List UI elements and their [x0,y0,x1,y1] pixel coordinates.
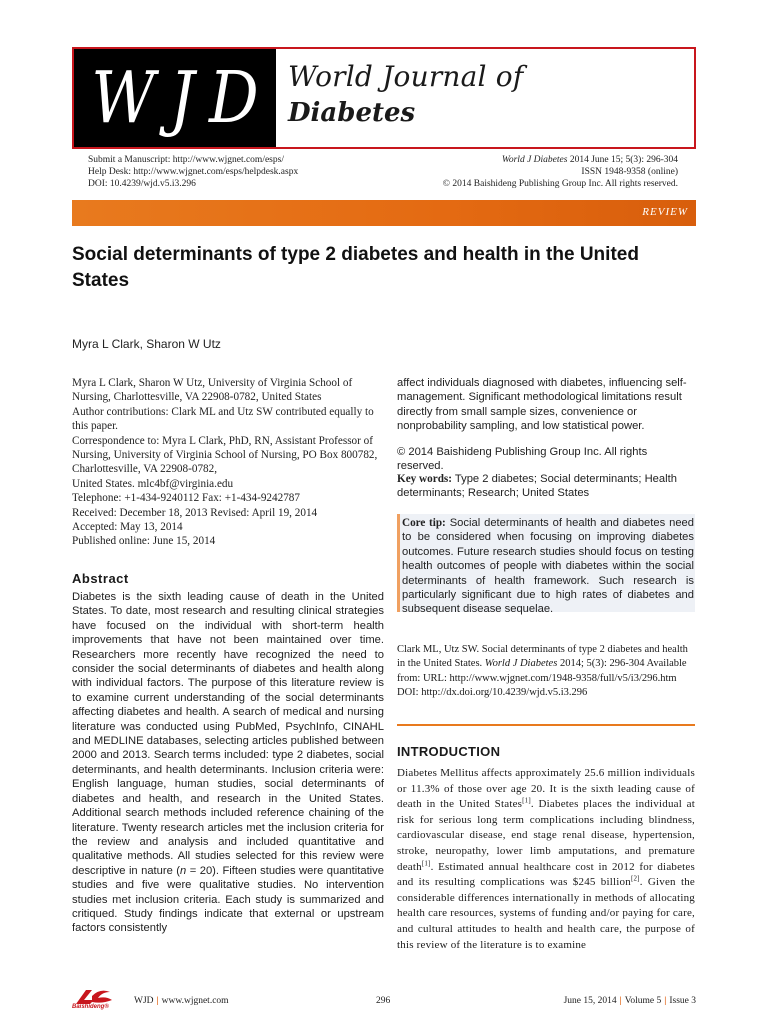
affiliation-line: Myra L Clark, Sharon W Utz, University of Virginia School of Nursing, Charlottesville, VA 22908-0782, United States [72,377,353,404]
introduction-body [397,766,695,953]
journal-name-line2: Diabetes [288,98,416,128]
submit-link[interactable]: Submit a Manuscript: http://www.wjgnet.com/esps/ [88,155,284,165]
doi-text: DOI: 10.4239/wjd.v5.i3.296 [88,179,196,189]
abstract-continuation: affect individuals diagnosed with diabetes, influencing self-management. Significant methodological limitations result directly from small sample sizes, convenience or nonprobability sampling, and low statistical power. [397,377,687,433]
abstract-text-part1: Diabetes is the sixth leading cause of death in the United States. To date, most research and resulting clinical strategies have focused on the individual with short-term health improvements that have not been maintained over time. Researchers more recently have recognized the need to consider the social determinants of diabetes and health along with individual factors. The purpose of this literature review is to examine current understanding of the social determinants affecting diabetes and health. A search of medical and nursing literature was conducted using PubMed, PsychInfo, CINAHL and MEDLINE databases, selecting articles published between 2000 and 2013. Search terms included: type 2 diabetes, social determinants, and health determinants. Inclusion criteria were: English language, human studies, social determinants of diabetes and health, and research in the United States. Additional search methods included reference chaining of the literature. Twenty research articles met the inclusion criteria for the review and analysis and included quantitative and qualitative methods. All studies selected for this review were descriptive in nature ( [72,591,384,877]
keywords-text: Type 2 diabetes; Social determinants; Health determinants; Research; United States [397,473,677,500]
received-revised: Received: December 18, 2013 Revised: April 19, 2014 [72,506,318,519]
accepted-date: Accepted: May 13, 2014 [72,521,183,534]
submission-info [88,154,298,190]
divider [397,724,695,726]
author-contributions: Author contributions: Clark ML and Utz SW contributed equally to this paper. [72,405,374,433]
separator: | [156,996,159,1006]
reference-link[interactable]: [2] [630,874,640,883]
journal-ref-name: World J Diabetes [501,155,568,165]
journal-logo [74,49,276,147]
helpdesk-link[interactable]: Help Desk: http://www.wjgnet.com/esps/helpdesk.aspx [88,167,299,177]
introduction-heading: INTRODUCTION [397,744,501,759]
journal-reference [443,154,678,190]
footer-journal [134,996,229,1006]
core-tip-text: Social determinants of health and diabetes need to be considered when focusing on improving diabetes outcomes. Future research studies should focus on testing health outcomes of people with diabetes within the social determinants of health framework. Such research is particularly significant due to high rates of diabetes and subsequent disease sequelae. [402,517,694,616]
citation-journal: World J Diabetes [484,658,558,670]
logo-letter-d: D [209,55,259,140]
keywords [397,472,695,501]
abstract-heading: Abstract [72,571,129,586]
correspondence-email[interactable]: United States. mlc4bf@virginia.edu [72,477,234,490]
article-title: Social determinants of type 2 diabetes and health in the United States [72,244,639,291]
logo-letter-j: J [169,55,195,140]
abstract-n-symbol: n [180,864,187,877]
logo-letter-w: W [91,55,156,140]
affiliation-block [72,376,384,549]
footer-url[interactable]: www.wjgnet.com [161,996,229,1006]
published-date: Published online: June 15, 2014 [72,535,216,548]
separator: | [619,996,622,1006]
section-banner [72,200,696,226]
separator: | [664,996,667,1006]
core-tip-label: Core tip: [402,517,446,529]
footer-issue: Issue 3 [669,996,696,1006]
journal-ref-details: 2014 June 15; 5(3): 296-304 [567,155,678,165]
intro-text-4: . Given the considerable differences internationally in methods of allocating health care resources, systems of funding and/or paying for care, and cultural attitudes to health and health care, the purpose of this review of the literature is to examine [397,876,695,951]
citation-text-2[interactable]: 2014; 5(3): 296-304 Available from: URL: http://www.wjgnet.com/1948-9358/full/v5/i3/296.htm DOI: http://dx.doi.org/10.4239/wjd.v5.i3.296 [397,658,687,699]
how-to-cite [397,643,695,701]
intro-text-2: . Diabetes places the individual at risk for serious long term complications including blindness, cardiovascular disease, end stage renal disease, hypertension, stroke, neuropathy, lower limb amputations, and premature death [397,798,695,873]
journal-citation-line [443,154,678,166]
correspondence: Correspondence to: Myra L Clark, PhD, RN, Assistant Professor of Nursing, University of Virginia School of Nursing, PO Box 800782, Charlottesville, VA 22908-0782, [72,434,378,476]
citation-text-1: Clark ML, Utz SW. Social determinants of type 2 diabetes and health in the United States. [397,644,688,670]
abstract-text-part2: = 20). Fifteen studies were quantitative studies and five were qualitative studies. No intervention studies met inclusion criteria. Each study is summarized and critiqued. Study findings indicate that external or upstream factors consistently [72,864,384,935]
telephone-fax: Telephone: +1-434-9240112 Fax: +1-434-9242787 [72,492,300,505]
issn-text: ISSN 1948-9358 (online) [581,167,678,177]
reference-link[interactable]: [1] [522,796,531,805]
copyright-notice: © 2014 Baishideng Publishing Group Inc. All rights reserved. [442,179,678,189]
footer-date: June 15, 2014 [563,996,617,1006]
page-number: 296 [376,996,391,1006]
intro-text-3: . Estimated annual healthcare cost in 2012 for diabetes and its resulting complications was $245 billion [397,860,695,889]
footer-journal-abbr: WJD [134,996,154,1006]
core-tip [402,516,694,617]
journal-name-line1: World Journal of [288,60,524,93]
footer-issue-info [564,996,696,1006]
footer-volume: Volume 5 [624,996,662,1006]
article-type-label: REVIEW [642,206,688,218]
abstract-body [72,590,384,936]
intro-text-1: Diabetes Mellitus affects approximately 25.6 million individuals or 11.3% of those over age 20. It is the sixth leading cause of death in the United States [397,767,695,811]
reference-link[interactable]: [1] [421,858,431,867]
author-list: Myra L Clark, Sharon W Utz [72,337,221,351]
publisher-brand: Baishideng® [72,1004,109,1010]
abstract-copyright: © 2014 Baishideng Publishing Group Inc. All rights reserved. [397,446,648,473]
keywords-label: Key words: [397,473,452,485]
